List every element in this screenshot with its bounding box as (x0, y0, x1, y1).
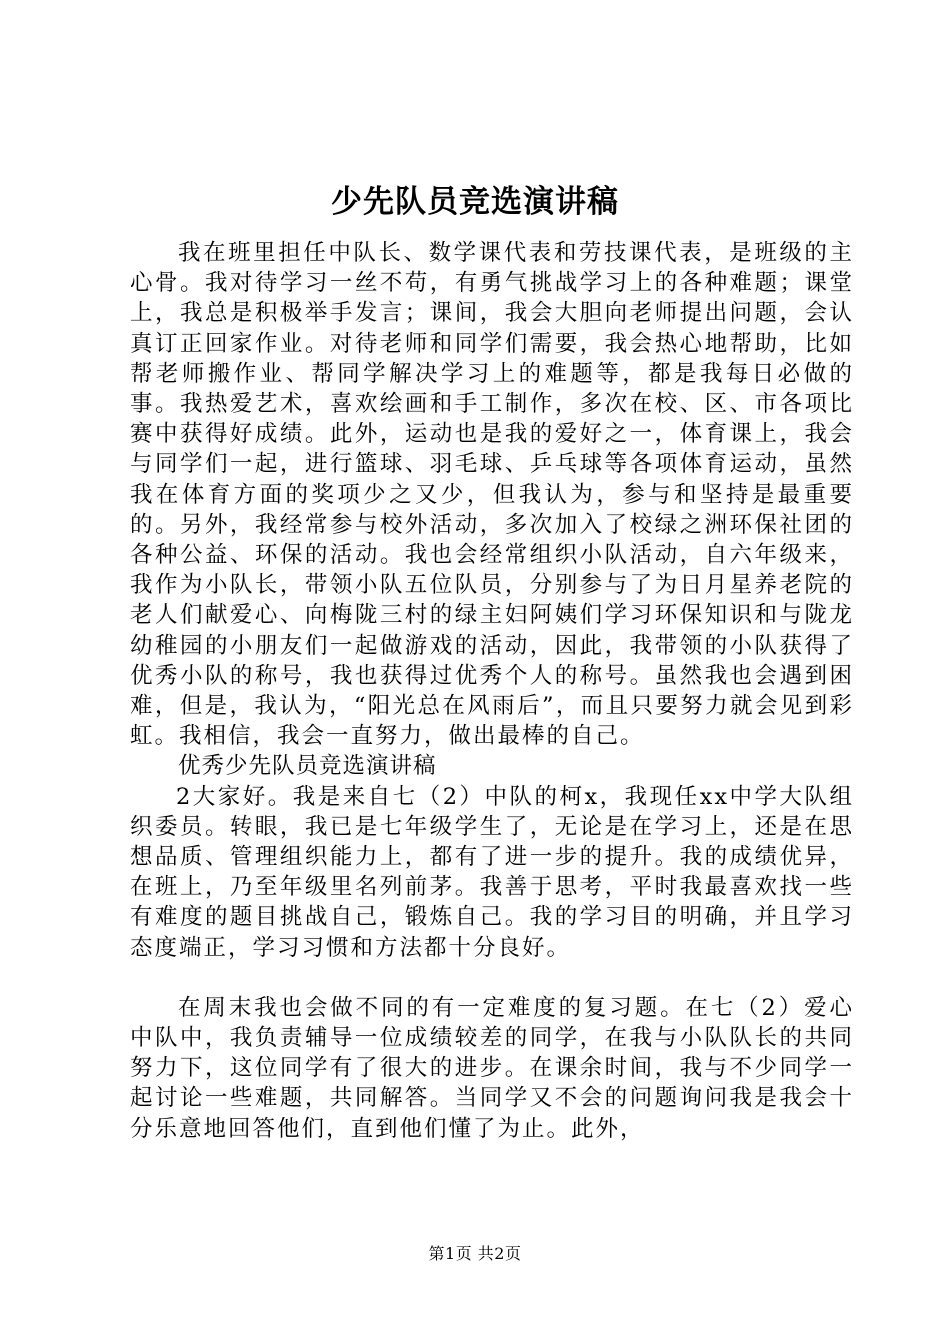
paragraph-gap (130, 963, 854, 993)
document-title: 少先队员竞选演讲稿 (331, 184, 619, 220)
section-heading: 优秀少先队员竞选演讲稿 (178, 753, 437, 780)
document-body (130, 238, 854, 1144)
page-footer: 第1页 共2页 (428, 1244, 522, 1263)
paragraph-intro: 我在班里担任中队长、数学课代表和劳技课代表，是班级的主心骨。我对待学习一丝不苟，有勇气挑战学习上的各种难题；课堂上，我总是积极举手发言；课间，我会大胆向老师提出问题，会认真订正回家作业。对待老师和同学们需要，我会热心地帮助，比如帮老师搬作业、帮同学解决学习上的难题等，都是我每日必做的事。我热爱艺术，喜欢绘画和手工制作，多次在校、区、市各项比赛中获得好成绩。此外，运动也是我的爱好之一，体育课上，我会与同学们一起，进行篮球、羽毛球、乒乓球等各项体育运动，虽然我在体育方面的奖项少之又少，但我认为，参与和坚持是最重要的。另外，我经常参与校外活动，多次加入了校绿之洲环保社团的各种公益、环保的活动。我也会经常组织小队活动，自六年级来，我作为小队长，带领小队五位队员，分别参与了为日月星养老院的老人们献爱心、向梅陇三村的绿主妇阿姨们学习环保知识和与陇龙幼稚园的小朋友们一起做游戏的活动，因此，我带领的小队获得了优秀小队的称号，我也获得过优秀个人的称号。虽然我也会遇到困难，但是，我认为，“阳光总在风雨后”，而且只要努力就会见到彩虹。我相信，我会一直努力，做出最棒的自己。 (130, 240, 854, 750)
paragraph-weekend: 在周末我也会做不同的有一定难度的复习题。在七（2）爱心中队中，我负责辅导一位成绩较差的同学，在我与小队队长的共同努力下，这位同学有了很大的进步。在课余时间，我与不少同学一起讨论一些难题，共同解答。当同学又不会的问题询问我是我会十分乐意地回答他们，直到他们懂了为止。此外， (130, 994, 854, 1142)
paragraph-speech: 2大家好。我是来自七（2）中队的柯x，我现任xx中学大队组织委员。转眼，我已是七年级学生了，无论是在学习上，还是在思想品质、管理组织能力上，都有了进一步的提升。我的成绩优异，在班上，乃至年级里名列前茅。我善于思考，平时我最喜欢找一些有难度的题目挑战自己，锻炼自己。我的学习目的明确，并且学习态度端正，学习习惯和方法都十分良好。 (130, 783, 854, 961)
